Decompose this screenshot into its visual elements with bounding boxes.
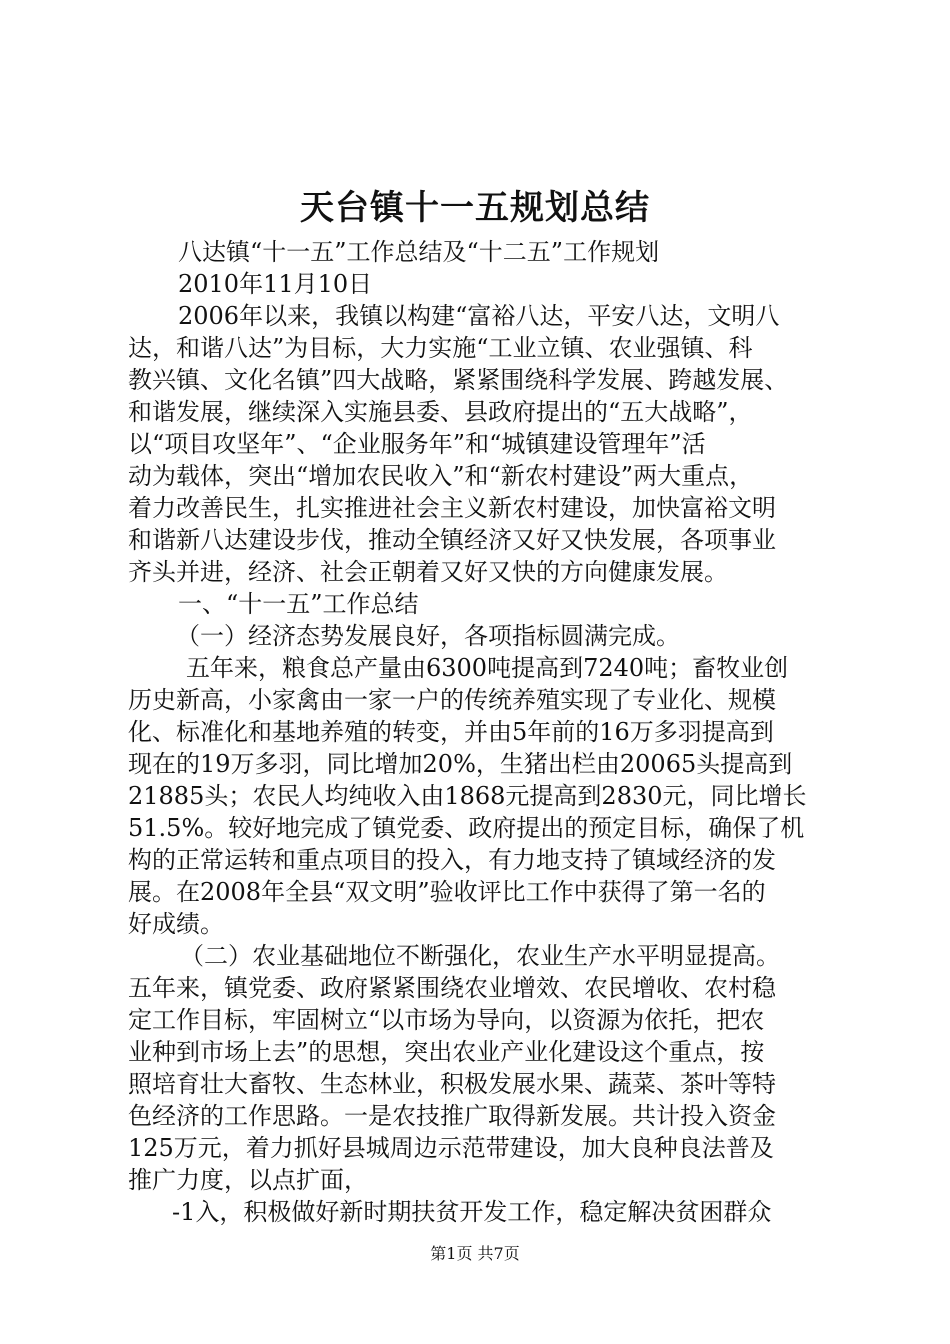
document-title: 天台镇十一五规划总结 xyxy=(300,188,650,228)
paragraph-line: 着力改善民生，扎实推进社会主义新农村建设，加快富裕文明 xyxy=(128,494,776,522)
paragraph-line: 以“项目攻坚年”、“企业服务年”和“城镇建设管理年”活 xyxy=(128,430,706,458)
paragraph-line: 齐头并进，经济、社会正朝着又好又快的方向健康发展。 xyxy=(128,558,728,586)
paragraph-line: 好成绩。 xyxy=(128,910,224,938)
paragraph-line: 照培育壮大畜牧、生态林业，积极发展水果、蔬菜、茶叶等特 xyxy=(128,1070,776,1098)
section-heading: 一、“十一五”工作总结 xyxy=(178,590,419,618)
page-footer: 第1页 共7页 xyxy=(430,1244,520,1263)
paragraph-line: 和谐新八达建设步伐，推动全镇经济又好又快发展，各项事业 xyxy=(128,526,776,554)
paragraph-line: 教兴镇、文化名镇”四大战略，紧紧围绕科学发展、跨越发展、 xyxy=(128,366,789,394)
paragraph-line: 业种到市场上去”的思想，突出农业产业化建设这个重点，按 xyxy=(128,1038,765,1066)
subtitle-line: 八达镇“十一五”工作总结及“十二五”工作规划 xyxy=(178,238,660,266)
paragraph-line: 化、标准化和基地养殖的转变，并由5年前的16万多羽提高到 xyxy=(128,718,774,746)
paragraph-line: 51.5%。较好地完成了镇党委、政府提出的预定目标，确保了机 xyxy=(128,814,805,842)
paragraph-line: 历史新高，小家禽由一家一户的传统养殖实现了专业化、规模 xyxy=(128,686,776,714)
paragraph-line: 五年来，镇党委、政府紧紧围绕农业增效、农民增收、农村稳 xyxy=(128,974,776,1002)
paragraph-line: 和谐发展，继续深入实施县委、县政府提出的“五大战略”， xyxy=(128,398,753,426)
document-body xyxy=(128,236,840,1228)
paragraph-line: -1入，积极做好新时期扶贫开发工作，稳定解决贫困群众 xyxy=(172,1198,772,1226)
paragraph-line: 125万元，着力抓好县城周边示范带建设，加大良种良法普及 xyxy=(128,1134,774,1162)
paragraph-line: 达，和谐八达”为目标，大力实施“工业立镇、农业强镇、科 xyxy=(128,334,753,362)
paragraph-line: 动为载体，突出“增加农民收入”和“新农村建设”两大重点， xyxy=(128,462,754,490)
paragraph-line: 色经济的工作思路。一是农技推广取得新发展。共计投入资金 xyxy=(128,1102,776,1130)
paragraph-line: 推广力度，以点扩面， xyxy=(128,1166,368,1194)
paragraph-line: 定工作目标，牢固树立“以市场为导向，以资源为依托，把农 xyxy=(128,1006,765,1034)
subsection-heading: （一）经济态势发展良好，各项指标圆满完成。 xyxy=(176,622,680,650)
paragraph-line: 2006年以来，我镇以构建“富裕八达，平安八达，文明八 xyxy=(178,302,780,330)
subsection-heading: （二）农业基础地位不断强化，农业生产水平明显提高。 xyxy=(180,942,780,970)
paragraph-line: 五年来，粮食总产量由6300吨提高到7240吨；畜牧业创 xyxy=(186,654,789,682)
paragraph-line: 展。在2008年全县“双文明”验收评比工作中获得了第一名的 xyxy=(128,878,766,906)
paragraph-line: 21885头；农民人均纯收入由1868元提高到2830元，同比增长 xyxy=(128,782,807,810)
paragraph-line: 构的正常运转和重点项目的投入，有力地支持了镇域经济的发 xyxy=(128,846,776,874)
paragraph-line: 现在的19万多羽，同比增加20%，生猪出栏由20065头提高到 xyxy=(128,750,793,778)
date-line: 2010年11月10日 xyxy=(178,270,373,298)
